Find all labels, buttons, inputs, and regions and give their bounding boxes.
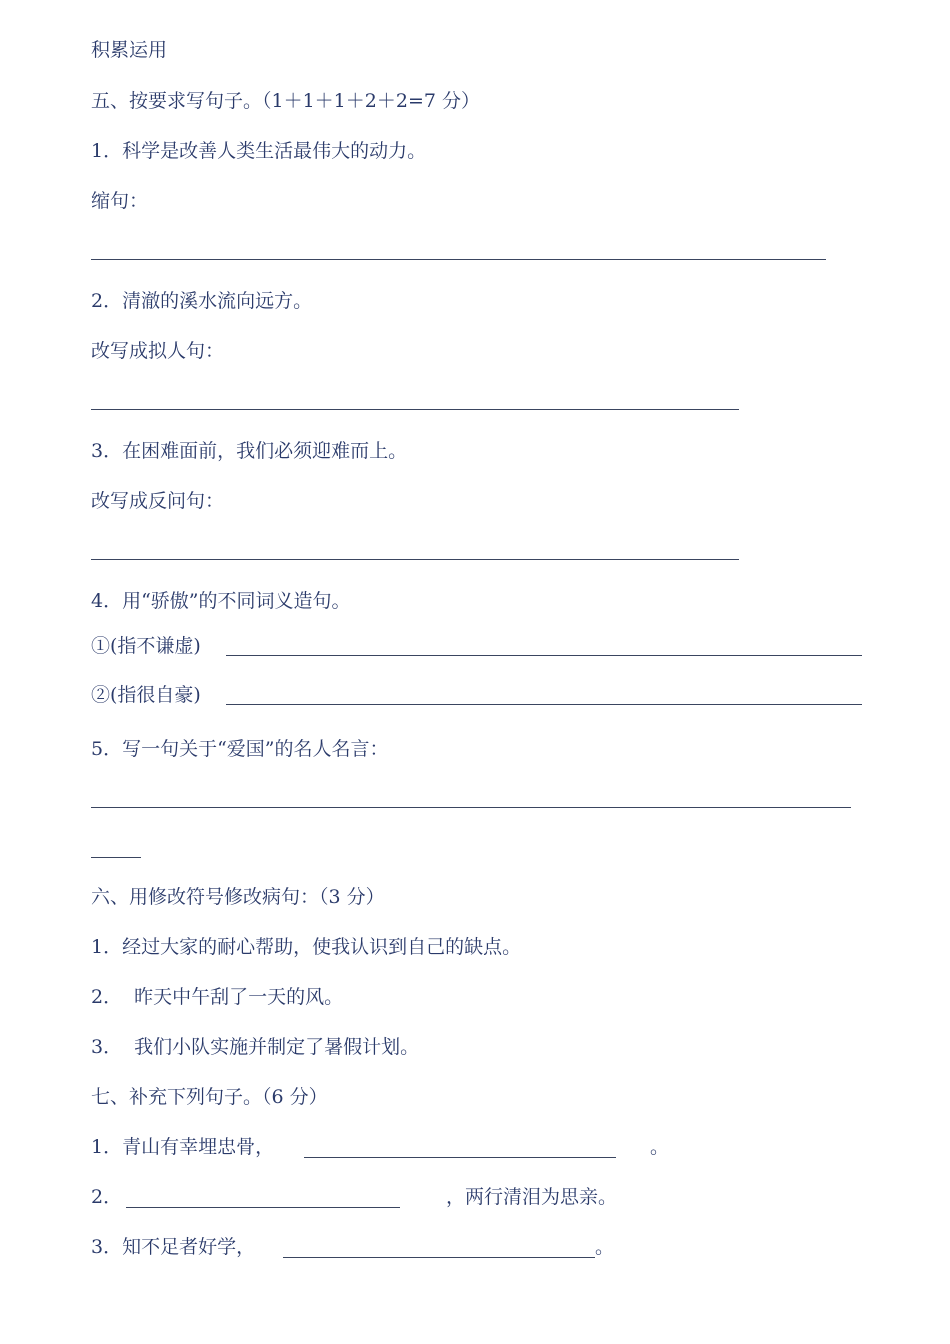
q5-item4-option-a-line[interactable] bbox=[226, 655, 862, 656]
q7-item2-suffix: ，两行清泪为思亲。 bbox=[446, 1186, 618, 1208]
q6-sentence-3: 3． 我们小队实施并制定了暑假计划。 bbox=[91, 1036, 420, 1058]
q5-item5-text: 5．写一句关于“爱国”的名人名言： bbox=[91, 738, 389, 760]
q5-item4-option-b-line[interactable] bbox=[226, 704, 862, 705]
q5-item4-option-a: ①(指不谦虚) bbox=[91, 635, 201, 657]
q5-item2-text: 2．清澈的溪水流向远方。 bbox=[91, 290, 313, 312]
q5-item1-prompt: 缩句： bbox=[91, 190, 149, 212]
q6-sentence-2: 2． 昨天中午刮了一天的风。 bbox=[91, 986, 344, 1008]
q7-title: 七、补充下列句子。（6 分） bbox=[91, 1086, 328, 1108]
q7-item1-suffix: 。 bbox=[650, 1136, 670, 1158]
q5-item5-answer-line[interactable] bbox=[91, 807, 851, 808]
q5-item3-text: 3．在困难面前，我们必须迎难而上。 bbox=[91, 440, 408, 462]
q7-item2-prefix: 2． bbox=[91, 1186, 123, 1208]
q5-item3-prompt: 改写成反问句： bbox=[91, 490, 225, 512]
q6-title: 六、用修改符号修改病句：（3 分） bbox=[91, 886, 385, 908]
q5-item2-prompt: 改写成拟人句： bbox=[91, 340, 225, 362]
q5-item3-answer-line[interactable] bbox=[91, 559, 739, 560]
q6-sentence-1: 1．经过大家的耐心帮助，使我认识到自己的缺点。 bbox=[91, 936, 522, 958]
section-label: 积累运用 bbox=[91, 39, 168, 61]
q5-item1-text: 1．科学是改善人类生活最伟大的动力。 bbox=[91, 140, 427, 162]
q5-item5-answer-line-cont[interactable] bbox=[91, 857, 141, 858]
q5-item4-text: 4．用“骄傲”的不同词义造句。 bbox=[91, 590, 351, 612]
q5-item4-option-b: ②(指很自豪) bbox=[91, 684, 201, 706]
q7-item3-suffix: 。 bbox=[595, 1236, 615, 1258]
q7-item3-blank[interactable] bbox=[283, 1257, 595, 1258]
q7-item1-prefix: 1．青山有幸埋忠骨， bbox=[91, 1136, 275, 1158]
q7-item3-prefix: 3．知不足者好学， bbox=[91, 1236, 256, 1258]
q7-item1-blank[interactable] bbox=[304, 1157, 616, 1158]
q7-item2-blank[interactable] bbox=[126, 1207, 400, 1208]
q5-item1-answer-line[interactable] bbox=[91, 259, 826, 260]
q5-title: 五、按要求写句子。（1＋1＋1＋2＋2=7 分） bbox=[91, 90, 480, 112]
q5-item2-answer-line[interactable] bbox=[91, 409, 739, 410]
